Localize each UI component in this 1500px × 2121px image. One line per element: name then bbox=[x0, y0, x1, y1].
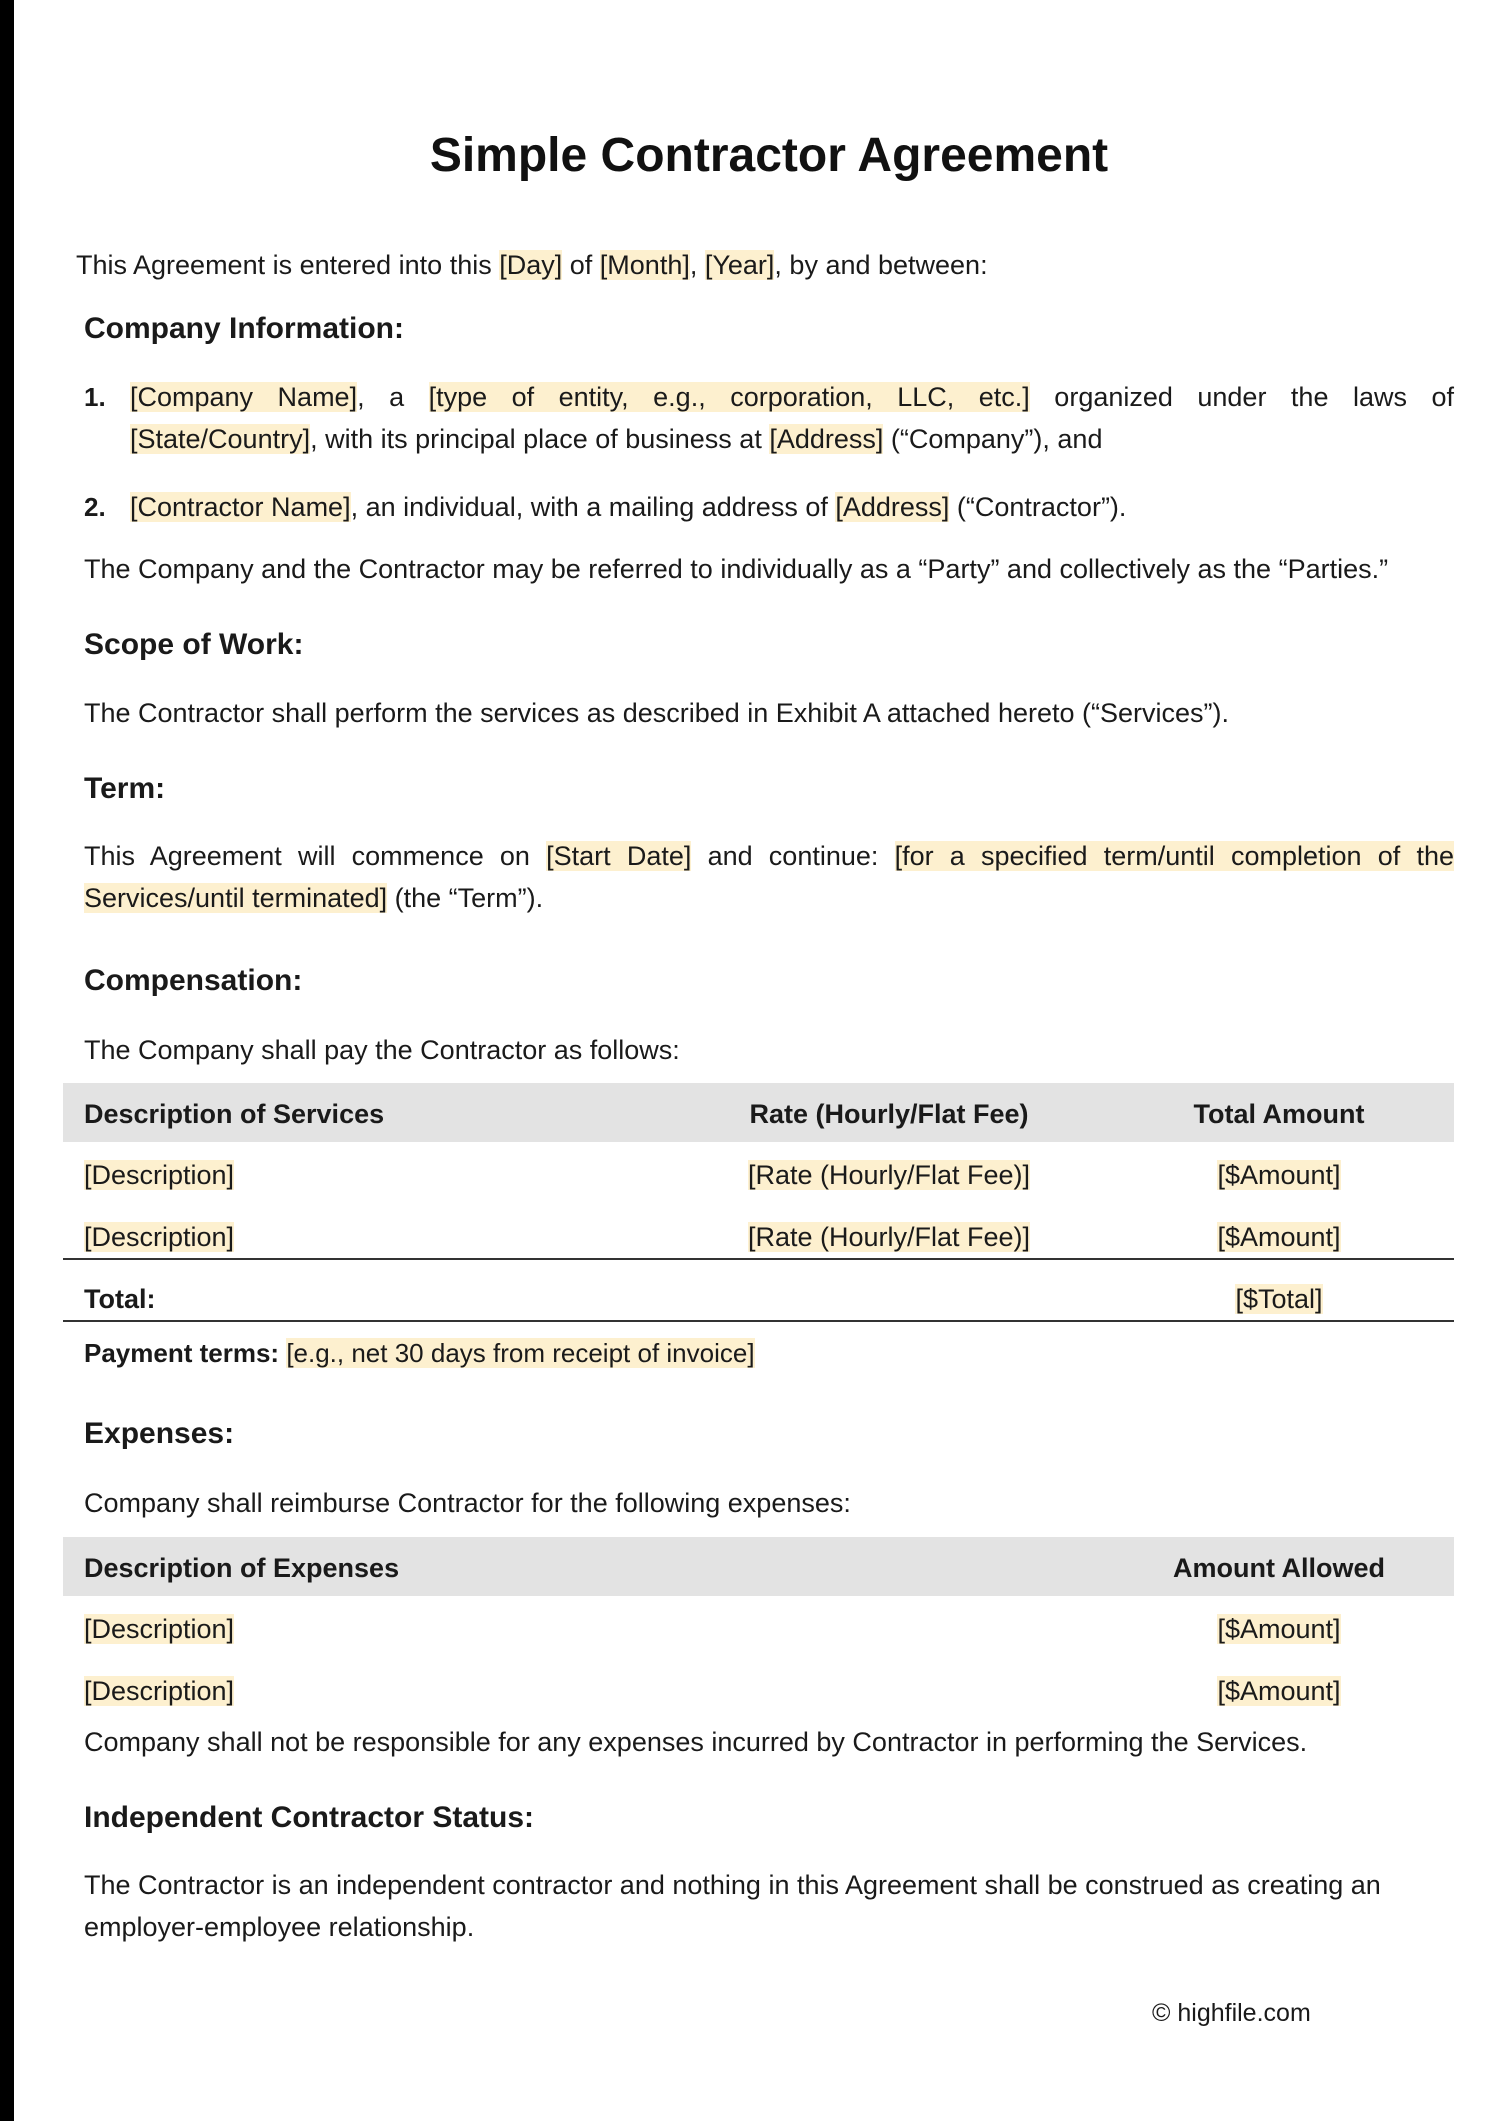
rate-placeholder[interactable]: [Rate (Hourly/Flat Fee)] bbox=[747, 1222, 1031, 1252]
payment-terms-placeholder[interactable]: [e.g., net 30 days from receipt of invoice] bbox=[286, 1338, 755, 1368]
intro-line bbox=[76, 244, 988, 286]
term-line-2 bbox=[84, 877, 543, 919]
term-duration-placeholder[interactable]: Services/until terminated] bbox=[84, 883, 388, 913]
contractor-item-line bbox=[130, 486, 1126, 528]
company-address-placeholder[interactable]: [Address] bbox=[769, 424, 884, 454]
intro-text: , by and between: bbox=[774, 250, 988, 280]
independent-heading: Independent Contractor Status: bbox=[84, 1801, 535, 1834]
day-placeholder[interactable]: [Day] bbox=[499, 250, 563, 280]
rate-placeholder[interactable]: [Rate (Hourly/Flat Fee)] bbox=[747, 1160, 1031, 1190]
contractor-address-placeholder[interactable]: [Address] bbox=[835, 492, 950, 522]
document-title: Simple Contractor Agreement bbox=[429, 129, 1109, 182]
list-number: 1. bbox=[84, 382, 106, 412]
service-description-placeholder[interactable]: [Description] bbox=[84, 1222, 235, 1252]
intro-text: This Agreement is entered into this bbox=[76, 250, 500, 280]
term-text: (the “Term”). bbox=[387, 883, 544, 913]
contractor-name-placeholder[interactable]: [Contractor Name] bbox=[130, 492, 351, 522]
payment-terms-label: Payment terms: bbox=[84, 1338, 280, 1368]
item-text: , a bbox=[357, 382, 429, 412]
intro-text: , bbox=[689, 250, 705, 280]
compensation-heading: Compensation: bbox=[84, 964, 303, 997]
amount-placeholder[interactable]: [$Amount] bbox=[1217, 1222, 1341, 1252]
term-line-1 bbox=[84, 835, 1454, 877]
footer-copyright: © highfile.com bbox=[1152, 1999, 1311, 2027]
column-header: Description of Expenses bbox=[84, 1553, 400, 1583]
expense-description-placeholder[interactable]: [Description] bbox=[84, 1676, 235, 1706]
total-placeholder[interactable]: [$Total] bbox=[1235, 1284, 1323, 1314]
compensation-intro: The Company shall pay the Contractor as follows: bbox=[84, 1035, 680, 1065]
service-description-placeholder[interactable]: [Description] bbox=[84, 1160, 235, 1190]
entity-type-placeholder[interactable]: [type of entity, e.g., corporation, LLC, etc.] bbox=[428, 382, 1030, 412]
scope-text: The Contractor shall perform the services as described in Exhibit A attached hereto (“Services”). bbox=[84, 698, 1230, 728]
company-info-heading: Company Information: bbox=[84, 312, 404, 345]
term-text: and continue: bbox=[691, 841, 895, 871]
column-header: Amount Allowed bbox=[1173, 1553, 1385, 1583]
expense-amount-placeholder[interactable]: [$Amount] bbox=[1217, 1614, 1341, 1644]
page-edge-bar bbox=[0, 0, 14, 2121]
item-text: (“Company”), and bbox=[883, 424, 1103, 454]
independent-text-line-1: The Contractor is an independent contractor and nothing in this Agreement shall be construed as creating an bbox=[84, 1870, 1381, 1900]
intro-text: of bbox=[562, 250, 600, 280]
total-label: Total: bbox=[84, 1284, 156, 1314]
independent-text-line-2: employer-employee relationship. bbox=[84, 1912, 475, 1942]
table-divider bbox=[63, 1320, 1454, 1322]
year-placeholder[interactable]: [Year] bbox=[704, 250, 775, 280]
item-text: (“Contractor”). bbox=[949, 492, 1127, 522]
expense-amount-placeholder[interactable]: [$Amount] bbox=[1217, 1676, 1341, 1706]
item-text: , with its principal place of business at bbox=[310, 424, 770, 454]
state-country-placeholder[interactable]: [State/Country] bbox=[130, 424, 311, 454]
column-header: Total Amount bbox=[1193, 1099, 1365, 1129]
table-divider bbox=[63, 1258, 1454, 1260]
company-item-line-2 bbox=[130, 418, 1102, 460]
column-header: Description of Services bbox=[84, 1099, 385, 1129]
company-name-placeholder[interactable]: [Company Name] bbox=[130, 382, 358, 412]
item-text: , an individual, with a mailing address of bbox=[350, 492, 836, 522]
term-text: This Agreement will commence on bbox=[84, 841, 547, 871]
expenses-note: Company shall not be responsible for any expenses incurred by Contractor in performing the Services. bbox=[84, 1727, 1308, 1757]
scope-heading: Scope of Work: bbox=[84, 628, 304, 661]
list-number: 2. bbox=[84, 492, 106, 522]
expenses-heading: Expenses: bbox=[84, 1417, 235, 1450]
expenses-intro: Company shall reimburse Contractor for the following expenses: bbox=[84, 1488, 851, 1518]
parties-text: The Company and the Contractor may be referred to individually as a “Party” and collectively as the “Parties.” bbox=[84, 554, 1389, 584]
payment-terms-line bbox=[84, 1332, 755, 1374]
month-placeholder[interactable]: [Month] bbox=[599, 250, 690, 280]
item-text: organized under the laws of bbox=[1029, 382, 1454, 412]
expense-description-placeholder[interactable]: [Description] bbox=[84, 1614, 235, 1644]
column-header: Rate (Hourly/Flat Fee) bbox=[749, 1099, 1029, 1129]
amount-placeholder[interactable]: [$Amount] bbox=[1217, 1160, 1341, 1190]
term-heading: Term: bbox=[84, 772, 166, 805]
term-duration-placeholder[interactable]: [for a specified term/until completion of the bbox=[894, 841, 1454, 871]
company-item-line-1 bbox=[130, 376, 1454, 418]
start-date-placeholder[interactable]: [Start Date] bbox=[546, 841, 692, 871]
